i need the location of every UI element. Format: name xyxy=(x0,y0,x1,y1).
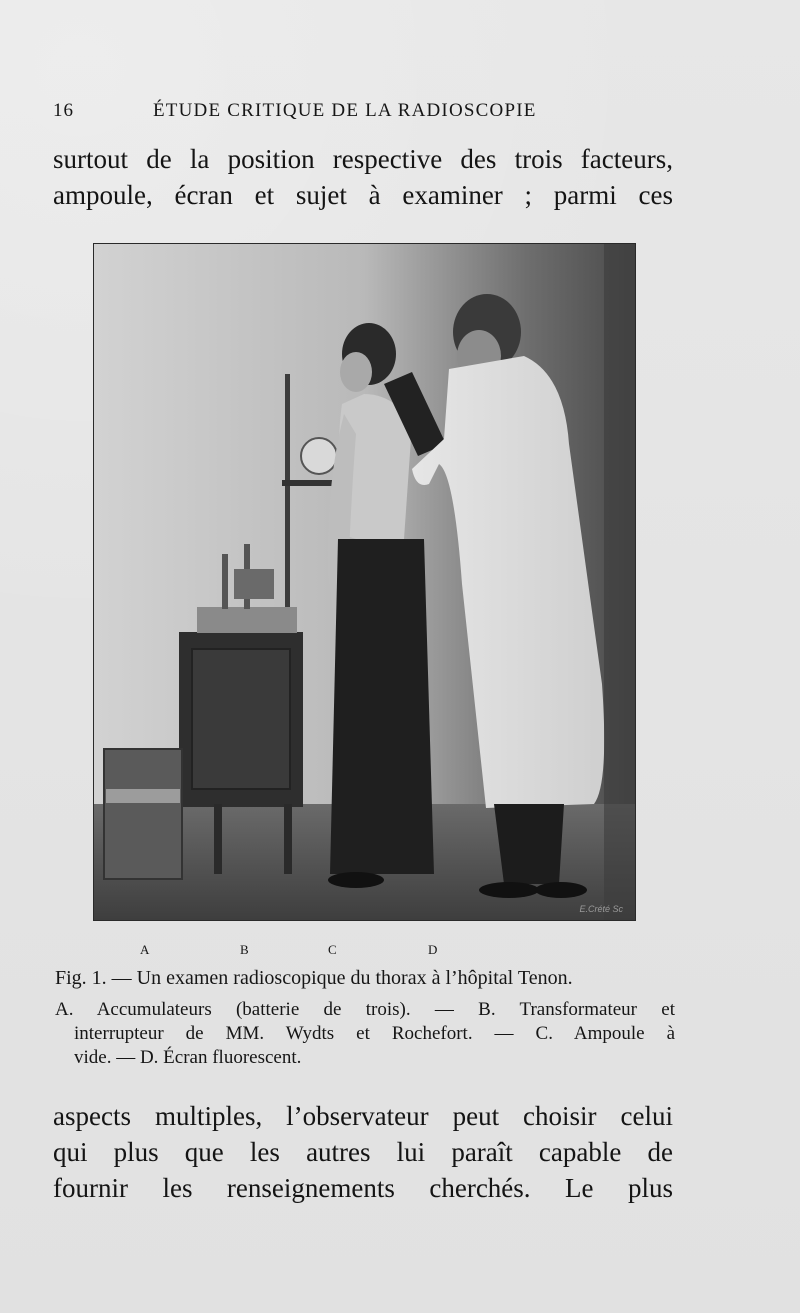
running-head xyxy=(53,100,673,126)
figure-legend xyxy=(55,998,675,1070)
paragraph-before-figure xyxy=(53,141,673,213)
figure-caption-title: Fig. 1. — Un examen radioscopique du thorax à l’hôpital Tenon. xyxy=(55,967,573,989)
legend-line: vide. — D. Écran fluorescent. xyxy=(74,1047,302,1068)
marker-d: D xyxy=(428,942,438,957)
radioscopy-examination-photo xyxy=(94,244,635,920)
running-title: ÉTUDE CRITIQUE DE LA RADIOSCOPIE xyxy=(153,100,537,121)
legend-line: interrupteur de MM. Wydts et Rochefort. — C. Ampoule à xyxy=(74,1023,675,1044)
engraver-mark: E.Crété Sc xyxy=(579,904,623,914)
text-line: aspects multiples, l’observateur peut choisir celui xyxy=(53,1101,673,1131)
text-line: fournir les renseignements cherchés. Le plus xyxy=(53,1173,673,1203)
marker-c: C xyxy=(328,942,337,957)
legend-line: A. Accumulateurs (batterie de trois). — B. Transformateur et xyxy=(55,999,675,1020)
marker-a: A xyxy=(140,942,150,957)
text-line: surtout de la position respective des trois facteurs, xyxy=(53,144,673,174)
text-line: ampoule, écran et sujet à examiner ; parmi ces xyxy=(53,180,673,210)
page-number: 16 xyxy=(53,100,74,121)
paragraph-after-figure xyxy=(53,1098,673,1206)
marker-b: B xyxy=(240,942,249,957)
figure-markers xyxy=(0,942,800,960)
text-line: qui plus que les autres lui paraît capable de xyxy=(53,1137,673,1167)
figure-photograph xyxy=(93,243,636,921)
